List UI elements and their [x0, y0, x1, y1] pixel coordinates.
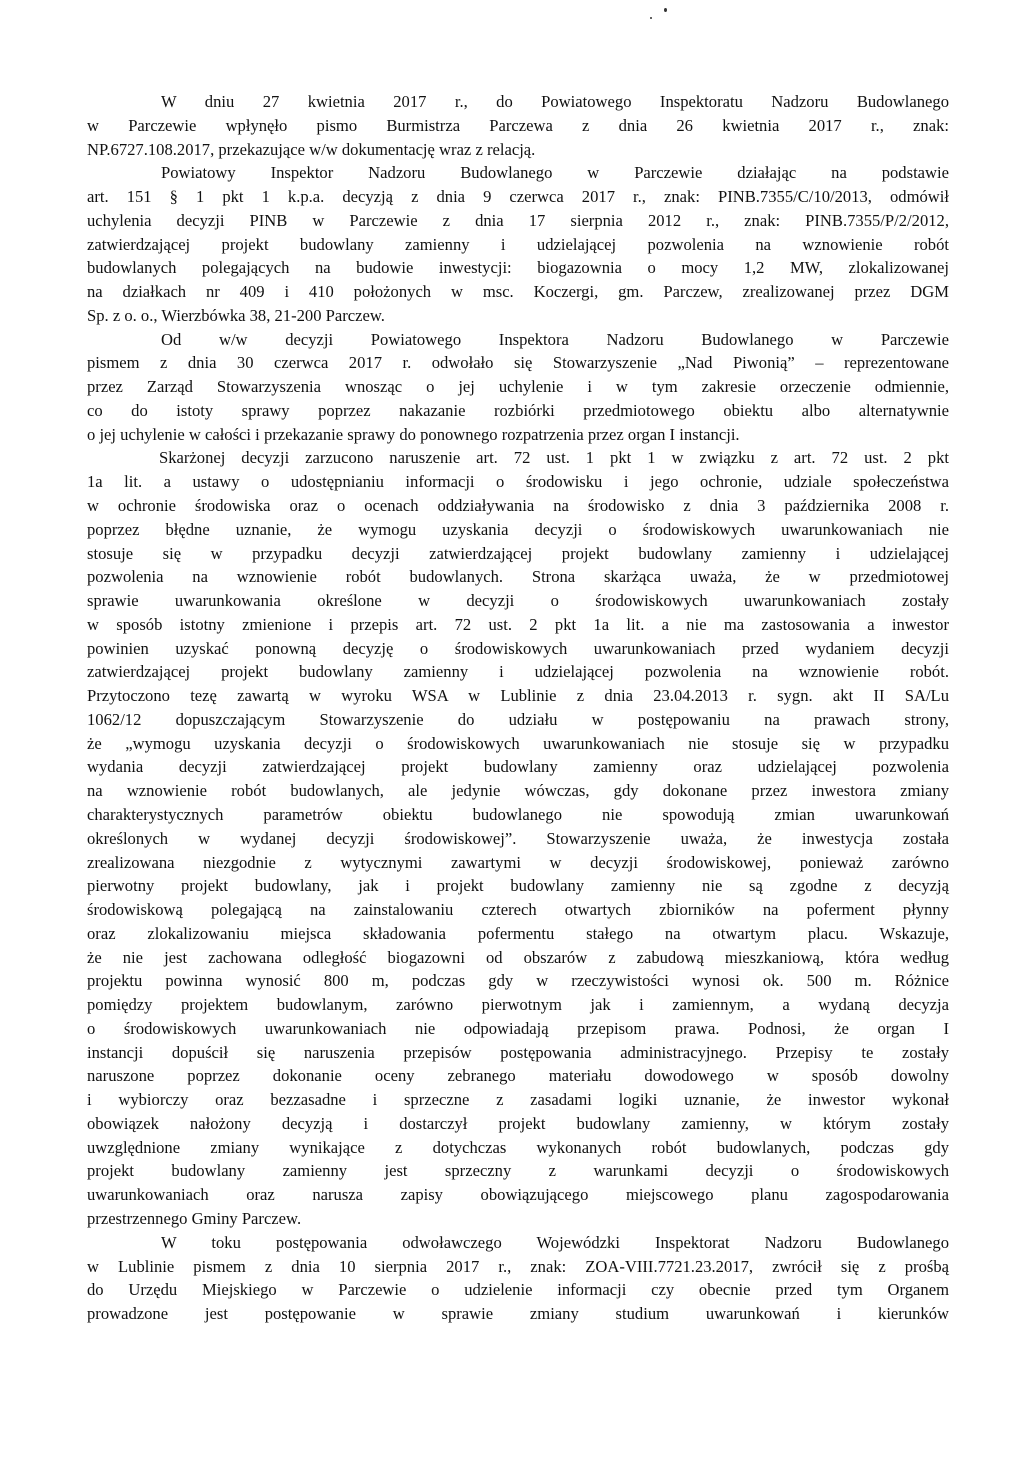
text-line: uchylenia decyzji PINB w Parczewie z dnia 17 sierpnia 2012 r., znak: PINB.7355/P/2/2012,: [87, 210, 949, 230]
text-line: obowiązek nałożony decyzją i dostarczył projekt budowlany zamienny, w którym zostały: [87, 1113, 949, 1133]
text-line: co do istoty sprawy poprzez nakazanie rozbiórki przedmiotowego obiektu albo alternatywnie: [87, 400, 949, 420]
text-line: stosuje się w przypadku decyzji zatwierdzającej projekt budowlany zamienny i udzielającej: [87, 543, 949, 563]
text-line: o jej uchylenie w całości i przekazanie sprawy do ponownego rozpatrzenia przez organ I instancji.: [87, 424, 740, 444]
text-line: o środowiskowych uwarunkowaniach nie odpowiadają przepisom prawa. Podnosi, że organ I: [87, 1018, 949, 1038]
text-line: na działkach nr 409 i 410 położonych w msc. Koczergi, gm. Parczew, zrealizowanej przez DGM: [87, 282, 949, 302]
text-line: 1062/12 dopuszczającym Stowarzyszenie do udziału w postępowaniu na prawach strony,: [87, 709, 949, 729]
text-line: do Urzędu Miejskiego w Parczewie o udzielenie informacji czy obecnie przed tym Organem: [87, 1280, 949, 1300]
text-line: wydania decyzji zatwierdzającej projekt budowlany zamienny oraz udzielającej pozwolenia: [87, 757, 949, 777]
text-line: pozwolenia na wznowienie robót budowlanych. Strona skarżąca uważa, że w przedmiotowej: [87, 567, 949, 587]
text-line: projektu powinna wynosić 800 m, podczas gdy w rzeczywistości wynosi ok. 500 m. Różnice: [87, 971, 949, 991]
text-line: w Parczewie wpłynęło pismo Burmistrza Parczewa z dnia 26 kwietnia 2017 r., znak:: [87, 115, 949, 135]
text-line: projekt budowlany zamienny jest sprzeczny z warunkami decyzji o środowiskowych: [87, 1161, 949, 1181]
text-line: w Lublinie pismem z dnia 10 sierpnia 2017 r., znak: ZOA-VIII.7721.23.2017, zwrócił się z prośbą: [87, 1256, 949, 1276]
text-line: budowlanych polegających na budowie inwestycji: biogazownia o mocy 1,2 MW, zlokalizowanej: [87, 258, 949, 278]
text-line: poprzez błędne uznanie, że wymogu uzyskania decyzji o środowiskowych uwarunkowaniach nie: [87, 519, 949, 539]
text-line: pomiędzy projektem budowlanym, zarówno pierwotnym jak i zamiennym, a wydaną decyzja: [87, 995, 949, 1015]
text-line: pismem z dnia 30 czerwca 2017 r. odwołało się Stowarzyszenie „Nad Piwonią” – reprezentowane: [87, 353, 949, 373]
text-line: Od w/w decyzji Powiatowego Inspektora Nadzoru Budowlanego w Parczewie: [161, 329, 949, 349]
text-line: środowiskową polegającą na zainstalowaniu czterech otwartych zbiorników na poferment płynny: [87, 900, 949, 920]
text-line: instancji dopuścił się naruszenia przepisów postępowania administracyjnego. Przepisy te zostały: [87, 1042, 949, 1062]
text-line: przez Zarząd Stowarzyszenia wnosząc o jej uchylenie i w tym zakresie orzeczenie odmiennie,: [87, 377, 949, 397]
text-line: i wybiorczy oraz bezzasadne i sprzeczne z zasadami logiki uznanie, że inwestor wykonał: [87, 1090, 949, 1110]
text-line: W toku postępowania odwoławczego Wojewódzki Inspektorat Nadzoru Budowlanego: [161, 1232, 949, 1252]
text-line: Przytoczono tezę zawartą w wyroku WSA w Lublinie z dnia 23.04.2013 r. sygn. akt II SA/Lu: [87, 686, 949, 706]
text-line: uwarunkowaniach oraz narusza zapisy obowiązującego miejscowego planu zagospodarowania: [87, 1185, 949, 1205]
text-line: charakterystycznych parametrów obiektu budowlanego nie spowodują zmian uwarunkowań: [87, 804, 949, 824]
text-line: 1a lit. a ustawy o udostępnianiu informacji o środowisku i jego ochronie, udziale społeczeństwa: [87, 472, 949, 492]
text-line: Powiatowy Inspektor Nadzoru Budowlanego w Parczewie działając na podstawie: [161, 163, 949, 183]
text-line: art. 151 § 1 pkt 1 k.p.a. decyzją z dnia 9 czerwca 2017 r., znak: PINB.7355/C/10/2013, odmówił: [87, 187, 949, 207]
text-line: W dniu 27 kwietnia 2017 r., do Powiatowego Inspektoratu Nadzoru Budowlanego: [161, 92, 949, 111]
text-line: Skarżonej decyzji zarzucono naruszenie art. 72 ust. 1 pkt 1 w związku z art. 72 ust. 2 pkt: [159, 448, 949, 468]
text-line: sprawie uwarunkowania określone w decyzji o środowiskowych uwarunkowaniach zostały: [87, 591, 949, 611]
text-line: że nie jest zachowana odległość biogazowni od obszarów z zabudową mieszkaniową, która według: [87, 947, 949, 967]
scan-speck: [650, 17, 652, 19]
text-line: na wznowienie robót budowlanych, ale jedynie wówczas, gdy dokonane przez inwestora zmiany: [87, 781, 949, 801]
text-line: powinien uzyskać ponowną decyzję o środowiskowych uwarunkowaniach przed wydaniem decyzji: [87, 638, 949, 658]
text-line: określonych w wydanej decyzji środowiskowej”. Stowarzyszenie uważa, że inwestycja została: [87, 828, 949, 848]
text-line: zatwierdzającej projekt budowlany zamienny i udzielającej pozwolenia na wznowienie robót.: [87, 662, 949, 682]
text-line: oraz zlokalizowaniu miejsca składowania pofermentu stałego na otwartym placu. Wskazuje,: [87, 923, 949, 943]
text-line: że „wymogu uzyskania decyzji o środowiskowych uwarunkowaniach nie stosuje się w przypadku: [87, 733, 949, 753]
text-line: zrealizowana niezgodnie z wytycznymi zawartymi w decyzji środowiskowej, ponieważ zarówno: [87, 852, 949, 872]
text-line: w sposób istotny zmienione i przepis art. 72 ust. 2 pkt 1a lit. a nie ma zastosowania a inwestor: [87, 614, 949, 634]
text-line: przestrzennego Gminy Parczew.: [87, 1208, 302, 1228]
document-body: [87, 90, 949, 1326]
text-line: w ochronie środowiska oraz o ocenach oddziaływania na środowisko z dnia 3 października 2008 r.: [87, 496, 949, 516]
text-line: prowadzone jest postępowanie w sprawie zmiany studium uwarunkowań i kierunków: [87, 1304, 949, 1324]
text-line: uwzględnione zmiany wynikające z dotychczas wykonanych robót budowlanych, podczas gdy: [87, 1137, 949, 1157]
text-line: NP.6727.108.2017, przekazujące w/w dokumentację wraz z relacją.: [87, 139, 536, 159]
scan-speck: [664, 8, 667, 12]
text-line: naruszone poprzez dokonanie oceny zebranego materiału dowodowego w sposób dowolny: [87, 1066, 949, 1086]
text-line: zatwierdzającej projekt budowlany zamienny i udzielającej pozwolenia na wznowienie robót: [87, 234, 949, 254]
text-line: pierwotny projekt budowlany, jak i projekt budowlany zamienny nie są zgodne z decyzją: [87, 876, 949, 896]
text-line: Sp. z o. o., Wierzbówka 38, 21-200 Parczew.: [87, 305, 385, 325]
